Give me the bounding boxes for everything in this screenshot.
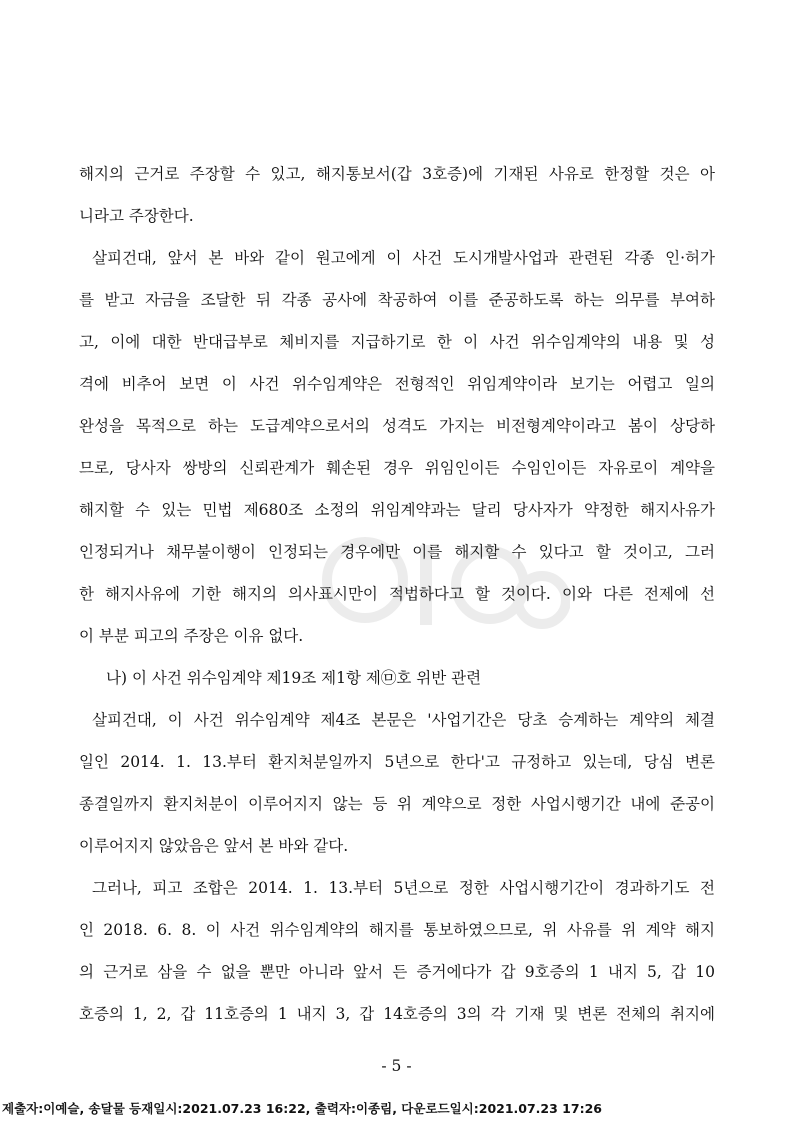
body-text-line: 살피건대, 앞서 본 바와 같이 원고에게 이 사건 도시개발사업과 관련된 각종 인·허가 <box>92 249 715 267</box>
body-text-line: 해지의 근거로 주장할 수 있고, 해지통보서(갑 3호증)에 기재된 사유로 한정할 것은 아 <box>79 165 715 183</box>
body-text-line: 호증의 1, 2, 갑 11호증의 1 내지 3, 갑 14호증의 3의 각 기재 및 변론 전체의 취지에 <box>79 1005 715 1023</box>
body-text-line: 니라고 주장한다. <box>79 207 194 225</box>
body-text-line: 살피건대, 이 사건 위수임계약 제4조 본문은 '사업기간은 당초 승계하는 계약의 체결 <box>92 711 715 729</box>
body-text-line: 인 2018. 6. 8. 이 사건 위수임계약의 해지를 통보하였으므로, 위 사유를 위 계약 해지 <box>79 921 715 939</box>
body-text-line: 이루어지지 않았음은 앞서 본 바와 같다. <box>79 837 349 855</box>
body-text-line: 격에 비추어 보면 이 사건 위수임계약은 전형적인 위임계약이라 보기는 어렵고 일의 <box>79 375 715 393</box>
body-text-line: 일인 2014. 1. 13.부터 환지처분일까지 5년으로 한다'고 규정하고 있는데, 당심 변론 <box>79 753 715 771</box>
body-text-line: 종결일까지 환지처분이 이루어지지 않는 등 위 계약으로 정한 사업시행기간 내에 준공이 <box>79 795 715 813</box>
body-text-line: 완성을 목적으로 하는 도급계약으로서의 성격도 가지는 비전형계약이라고 봄이 상당하 <box>79 417 715 435</box>
body-text-line: 이 부분 피고의 주장은 이유 없다. <box>79 627 304 645</box>
body-text-line: 인정되거나 채무불이행이 인정되는 경우에만 이를 해지할 수 있다고 할 것이고, 그러 <box>79 543 715 561</box>
download-footer: 제출자:이예슬, 송달물 등재일시:2021.07.23 16:22, 출력자:이종림, 다운로드일시:2021.07.23 17:26 <box>2 1101 602 1116</box>
body-text-line: 그러나, 피고 조합은 2014. 1. 13.부터 5년으로 정한 사업시행기간이 경과하기도 전 <box>92 879 715 897</box>
body-text-line: 고, 이에 대한 반대급부로 체비지를 지급하기로 한 이 사건 위수임계약의 내용 및 성 <box>79 333 715 351</box>
body-text-line: 해지할 수 있는 민법 제680조 소정의 위임계약과는 달리 당사자가 약정한 해지사유가 <box>79 501 715 519</box>
section-heading: 나) 이 사건 위수임계약 제19조 제1항 제㉤호 위반 관련 <box>106 669 482 687</box>
body-text-line: 의 근거로 삼을 수 없을 뿐만 아니라 앞서 든 증거에다가 갑 9호증의 1 내지 5, 갑 10 <box>79 963 715 981</box>
body-text-line: 를 받고 자금을 조달한 뒤 각종 공사에 착공하여 이를 준공하도록 하는 의무를 부여하 <box>79 291 715 309</box>
body-text-line: 한 해지사유에 기한 해지의 의사표시만이 적법하다고 할 것이다. 이와 다른 전제에 선 <box>79 585 715 603</box>
body-text-line: 므로, 당사자 쌍방의 신뢰관계가 훼손된 경우 위임인이든 수임인이든 자유로이 계약을 <box>79 459 715 477</box>
page-number: - 5 - <box>381 1057 412 1075</box>
